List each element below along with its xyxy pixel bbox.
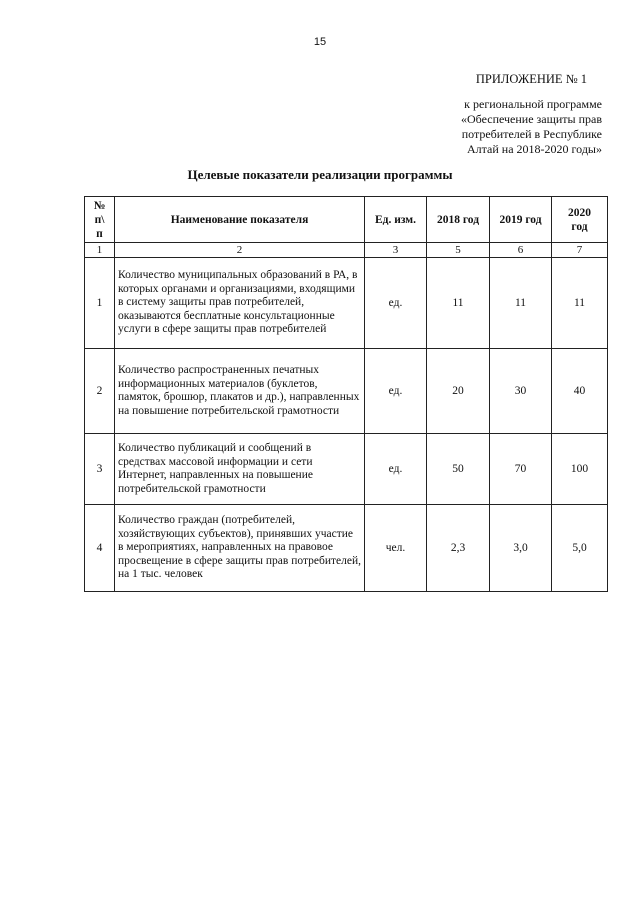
column-numbers-row [85, 243, 608, 258]
value-2019: 3,0 [490, 505, 552, 592]
appendix-title: ПРИЛОЖЕНИЕ № 1 [475, 72, 587, 86]
column-number: 2 [115, 243, 365, 258]
header-unit: Ед. изм. [365, 197, 427, 243]
row-number: 2 [85, 349, 115, 434]
value-2018: 2,3 [427, 505, 490, 592]
table-row [85, 258, 608, 349]
indicator-unit: ед. [365, 434, 427, 505]
table-row [85, 434, 608, 505]
value-2020: 100 [552, 434, 608, 505]
value-2020: 11 [552, 258, 608, 349]
column-number: 3 [365, 243, 427, 258]
indicator-unit: чел. [365, 505, 427, 592]
row-number: 1 [85, 258, 115, 349]
column-number: 5 [427, 243, 490, 258]
appendix-subtitle-line: Алтай на 2018-2020 годы» [467, 142, 602, 156]
indicator-unit: ед. [365, 349, 427, 434]
value-2019: 11 [490, 258, 552, 349]
value-2020: 40 [552, 349, 608, 434]
indicators-table [84, 196, 608, 592]
value-2018: 50 [427, 434, 490, 505]
value-2020: 5,0 [552, 505, 608, 592]
appendix-subtitle-line: к региональной программе [464, 97, 602, 111]
value-2018: 11 [427, 258, 490, 349]
indicator-name: Количество публикаций и сообщений в средствах массовой информации и сети Интернет, направленных на повышение потребительской грамотности [115, 434, 365, 505]
appendix-subtitle-line: потребителей в Республике [461, 127, 602, 141]
indicator-name: Количество граждан (потребителей, хозяйствующих субъектов), принявших участие в мероприятиях, направленных на правовое просвещение в сфере защиты прав потребителей, на 1 тыс. человек [115, 505, 365, 592]
row-number: 3 [85, 434, 115, 505]
indicator-name: Количество распространенных печатных информационных материалов (буклетов, памяток, брошюр, плакатов и др.), направленных на повышение потребительской грамотности [115, 349, 365, 434]
column-number: 7 [552, 243, 608, 258]
header-number: № п\ п [85, 197, 115, 243]
row-number: 4 [85, 505, 115, 592]
table-row [85, 349, 608, 434]
indicator-name: Количество муниципальных образований в РА, в которых органами и организациями, входящими в систему защиты прав потребителей, оказываются бесплатные консультационные услуги в сфере защиты прав потребителей [115, 258, 365, 349]
table-row [85, 505, 608, 592]
header-name: Наименование показателя [115, 197, 365, 243]
indicator-unit: ед. [365, 258, 427, 349]
header-2020: 2020 год [552, 197, 608, 243]
column-number: 6 [490, 243, 552, 258]
table-header-row [85, 197, 608, 243]
page-number: 15 [313, 36, 327, 48]
header-2018: 2018 год [427, 197, 490, 243]
value-2018: 20 [427, 349, 490, 434]
column-number: 1 [85, 243, 115, 258]
value-2019: 70 [490, 434, 552, 505]
appendix-subtitle-line: «Обеспечение защиты прав [461, 112, 602, 126]
appendix-subtitle [362, 97, 602, 157]
document-title: Целевые показатели реализации программы [187, 167, 453, 182]
header-2019: 2019 год [490, 197, 552, 243]
value-2019: 30 [490, 349, 552, 434]
